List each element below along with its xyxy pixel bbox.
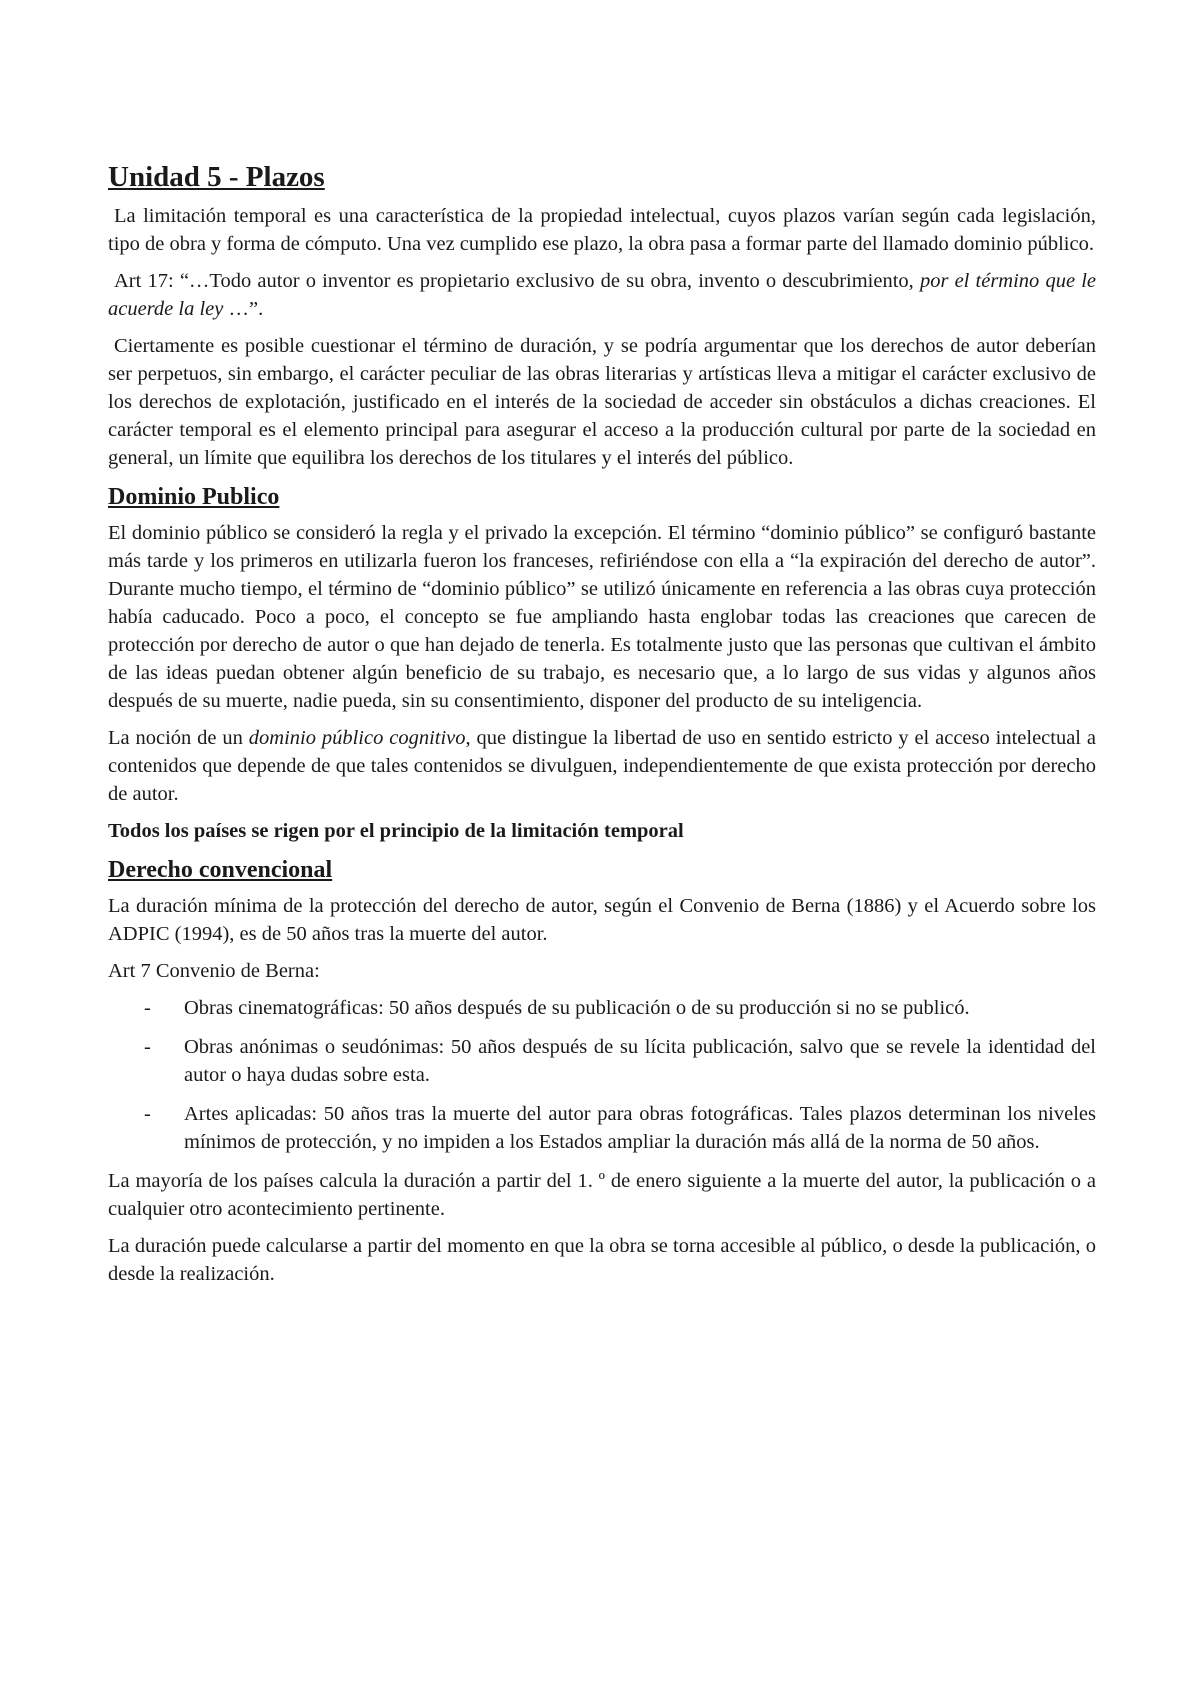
art17-lead: Art 17: “…Todo autor o inventor es propietario exclusivo de su obra, invento o descubrimiento, xyxy=(114,270,920,292)
dominio-paragraph-1: El dominio público se consideró la regla y el privado la excepción. El término “dominio público” se configuró bastante más tarde y los primeros en utilizarla fueron los franceses, refiriéndose con ella a “la expiración del derecho de autor”. Durante mucho tiempo, el término de “dominio público” se utilizó únicamente en referencia a las obras cuya protección había caducado. Poco a poco, el concepto se fue ampliando hasta englobar todas las creaciones que carecen de protección por derecho de autor o que han dejado de tenerla. Es totalmente justo que las personas que cultivan el ámbito de las ideas puedan obtener algún beneficio de su trabajo, es necesario que, a lo largo de sus vidas y algunos años después de su muerte, nadie pueda, sin su consentimiento, disponer del producto de su inteligencia. xyxy=(108,522,1096,712)
section-heading-dominio: Dominio Publico xyxy=(108,484,280,510)
section-heading-derecho: Derecho convencional xyxy=(108,857,333,883)
dominio-p2-tail: , que distingue la libertad de uso en sentido estricto y el acceso intelectual a contenidos que depende de que tales contenidos se divulguen, independientemente de que exista protección por derecho de autor. xyxy=(108,727,1096,805)
derecho-paragraph-1: La duración mínima de la protección del derecho de autor, según el Convenio de Berna (1886) y el Acuerdo sobre los ADPIC (1994), es de 50 años tras la muerte del autor. xyxy=(108,895,1096,945)
list-item-text: Artes aplicadas: 50 años tras la muerte del autor para obras fotográficas. Tales plazos determinan los niveles mínimos de protección, y no impiden a los Estados ampliar la duración más allá de la norma de 50 años. xyxy=(184,1103,1096,1153)
list-item xyxy=(108,994,1096,1022)
dash-bullet: - xyxy=(144,1103,151,1125)
list-item-text: Obras anónimas o seudónimas: 50 años después de su lícita publicación, salvo que se revele la identidad del autor o haya dudas sobre esta. xyxy=(184,1036,1096,1086)
art7-list xyxy=(108,994,1096,1156)
document-body xyxy=(108,158,1096,1297)
art17-tail: …”. xyxy=(223,298,264,320)
list-item-text: Obras cinematográficas: 50 años después de su publicación o de su producción si no se publicó. xyxy=(184,997,970,1019)
dash-bullet: - xyxy=(144,997,151,1019)
dominio-p2-italic: dominio público cognitivo xyxy=(248,727,466,749)
derecho-paragraph-3: La duración puede calcularse a partir del momento en que la obra se torna accesible al público, o desde la publicación, o desde la realización. xyxy=(108,1235,1096,1285)
bold-statement: Todos los países se rigen por el principio de la limitación temporal xyxy=(108,820,684,842)
dash-bullet: - xyxy=(144,1036,151,1058)
page-title: Unidad 5 - Plazos xyxy=(108,161,325,193)
duration-paragraph: Ciertamente es posible cuestionar el término de duración, y se podría argumentar que los derechos de autor deberían ser perpetuos, sin embargo, el carácter peculiar de las obras literarias y artísticas lleva a mitigar el carácter exclusivo de los derechos de explotación, justificado en el interés de la sociedad de acceder sin obstáculos a dichas creaciones. El carácter temporal es el elemento principal para asegurar el acceso a la producción cultural por parte de la sociedad en general, un límite que equilibra los derechos de los titulares y el interés del público. xyxy=(108,335,1096,469)
intro-paragraph: La limitación temporal es una característica de la propiedad intelectual, cuyos plazos varían según cada legislación, tipo de obra y forma de cómputo. Una vez cumplido ese plazo, la obra pasa a formar parte del llamado dominio público. xyxy=(108,205,1096,255)
derecho-paragraph-2: La mayoría de los países calcula la duración a partir del 1. º de enero siguiente a la muerte del autor, la publicación o a cualquier otro acontecimiento pertinente. xyxy=(108,1170,1096,1220)
art17-quote xyxy=(108,267,1096,323)
art7-label: Art 7 Convenio de Berna: xyxy=(108,960,320,982)
dominio-p2-lead: La noción de un xyxy=(108,727,249,749)
list-item xyxy=(108,1033,1096,1089)
art17-italic: por el término que le acuerde la ley xyxy=(108,270,1096,320)
dominio-paragraph-2 xyxy=(108,724,1096,808)
list-item xyxy=(108,1100,1096,1156)
